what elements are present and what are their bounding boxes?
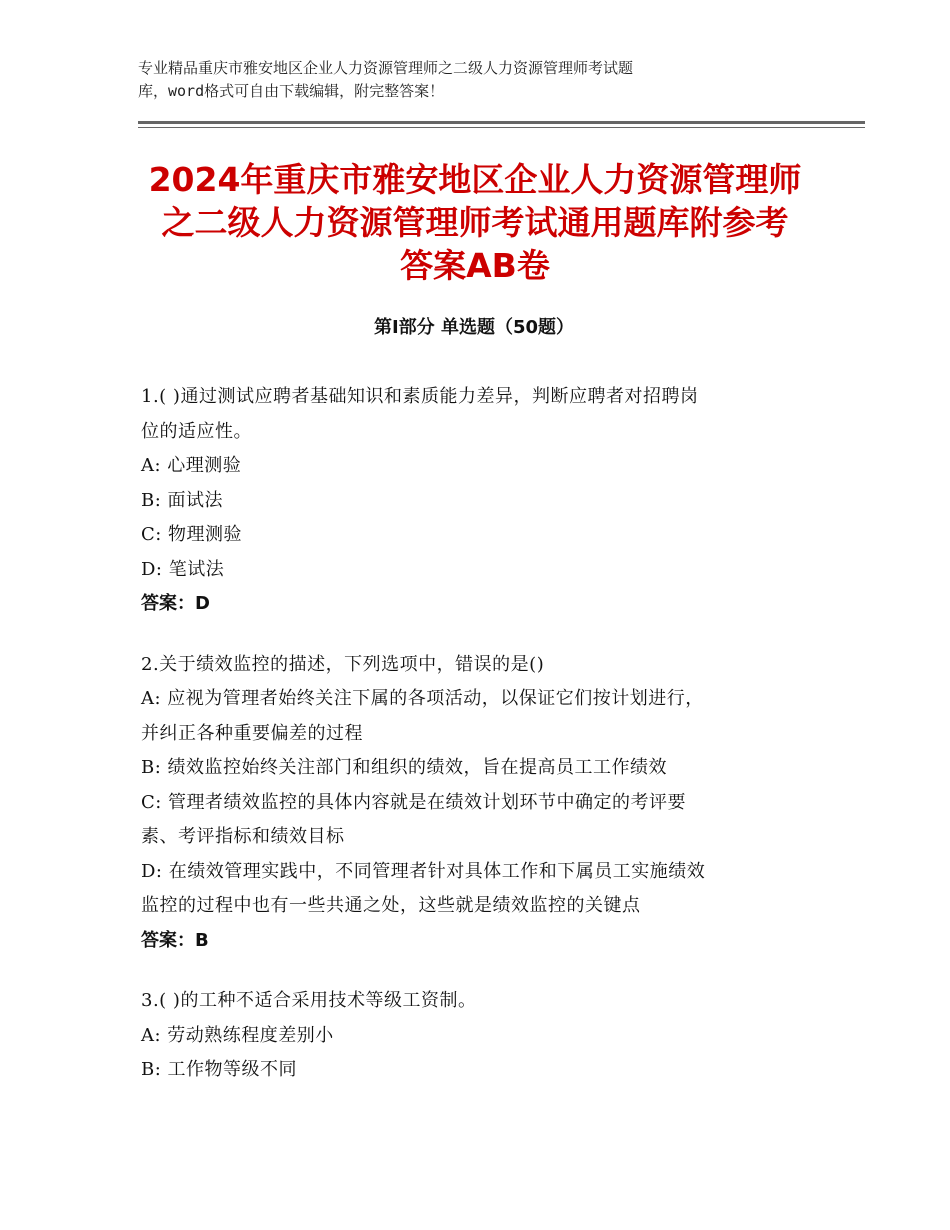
option-b: B: 绩效监控始终关注部门和组织的绩效，旨在提高员工工作绩效 (141, 757, 668, 778)
title-line: 2024年重庆市雅安地区企业人力资源管理师 (148, 160, 802, 199)
header-note-line: 库，word格式可自由下载编辑，附完整答案！ (138, 82, 445, 100)
header-note-line: 专业精品重庆市雅安地区企业人力资源管理师之二级人力资源管理师考试题 (138, 59, 634, 77)
option-d-continued: 监控的过程中也有一些共通之处，这些就是绩效监控的关键点 (141, 895, 641, 916)
document-title (120, 158, 830, 287)
question-stem: 2.关于绩效监控的描述，下列选项中，错误的是() (141, 653, 545, 675)
option-a: A: 应视为管理者始终关注下属的各项活动，以保证它们按计划进行， (141, 688, 704, 709)
header-divider-thin (138, 127, 865, 128)
question-2 (141, 648, 811, 959)
answer-key: 答案：D (141, 593, 210, 614)
option-a-continued: 并纠正各种重要偏差的过程 (141, 722, 363, 744)
option-c: C: 管理者绩效监控的具体内容就是在绩效计划环节中确定的考评要 (141, 791, 687, 813)
question-1 (141, 380, 811, 622)
option-a: A: 心理测验 (141, 455, 242, 476)
title-line: 答案AB卷 (400, 246, 550, 285)
option-d: D: 笔试法 (141, 558, 225, 580)
option-c: C: 物理测验 (141, 524, 243, 545)
question-stem: 1.( )通过测试应聘者基础知识和素质能力差异，判断应聘者对招聘岗 (141, 386, 699, 407)
option-a: A: 劳动熟练程度差别小 (141, 1024, 334, 1046)
option-c-continued: 素、考评指标和绩效目标 (141, 826, 345, 847)
header-divider-thick (138, 121, 865, 124)
question-stem: 3.( )的工种不适合采用技术等级工资制。 (141, 990, 477, 1011)
question-3 (141, 984, 811, 1088)
question-stem: 位的适应性。 (141, 420, 252, 442)
section-title: 第Ⅰ部分 单选题（50题） (373, 317, 574, 338)
option-b: B: 工作物等级不同 (141, 1059, 298, 1080)
answer-key: 答案：B (141, 929, 209, 951)
header-note (138, 57, 838, 103)
option-d: D: 在绩效管理实践中，不同管理者针对具体工作和下属员工实施绩效 (141, 860, 706, 882)
option-b: B: 面试法 (141, 489, 224, 511)
title-line: 之二级人力资源管理师考试通用题库附参考 (161, 203, 789, 242)
question-list (141, 380, 811, 1114)
